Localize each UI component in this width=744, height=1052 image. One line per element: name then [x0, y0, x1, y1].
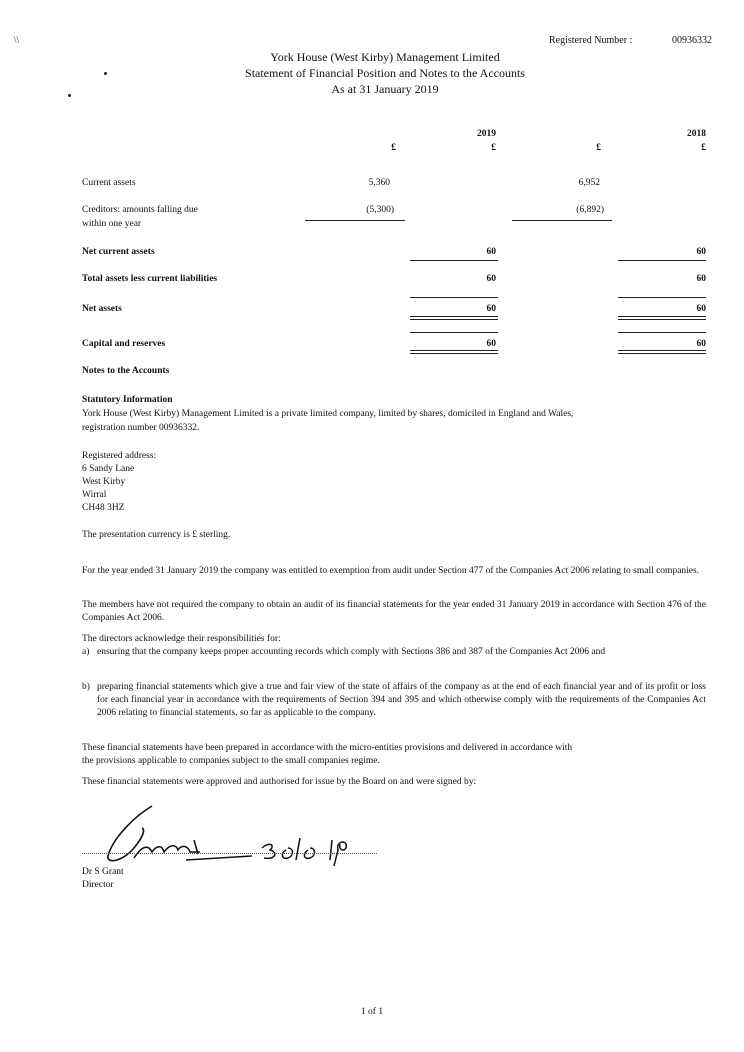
creditors-2019: (5,300) — [366, 205, 394, 215]
micro-entities-2: the provisions applicable to companies subject to the small companies regime. — [82, 756, 380, 766]
creditors-underline-2019 — [305, 220, 405, 221]
creditors-underline-2018 — [512, 220, 612, 221]
net-current-assets-label: Net current assets — [82, 247, 155, 257]
net-assets-label: Net assets — [82, 304, 122, 314]
currency-header-2018-left: £ — [596, 143, 601, 153]
net-current-underline-2019 — [410, 260, 498, 261]
current-assets-2019: 5,360 — [368, 178, 390, 188]
creditors-label-2: within one year — [82, 219, 142, 229]
capital-topline-2018 — [618, 332, 706, 333]
registered-number-label: Registered Number : — [549, 35, 633, 46]
item-a: ensuring that the company keeps proper accounting records which comply with Sections 386 and 387 of the Companies Act 2006 and — [97, 647, 606, 657]
signature-image — [82, 800, 382, 870]
signature-dotted-line — [82, 853, 377, 854]
statutory-text-1: York House (West Kirby) Management Limited is a private limited company, limited by shares, domiciled in England and Wales, — [82, 409, 574, 419]
total-assets-underline-2019 — [410, 297, 498, 298]
currency-header-2019-left: £ — [391, 143, 396, 153]
notes-title: Notes to the Accounts — [82, 366, 170, 376]
total-assets-underline-2018 — [618, 297, 706, 298]
capital-reserves-label: Capital and reserves — [82, 339, 166, 349]
address-line: Wirral — [82, 490, 107, 500]
scan-mark: \\ — [14, 35, 20, 45]
approval-note: These financial statements were approved and authorised for issue by the Board on and were signed by: — [82, 777, 477, 787]
current-assets-2018: 6,952 — [578, 178, 600, 188]
capital-double-underline-2018 — [618, 350, 706, 354]
members-note: The members have not required the company to obtain an audit of its financial statements for the year ended 31 January 2019 in accordance with Section 476 of the Companies Act 2006. — [82, 600, 706, 623]
company-name: York House (West Kirby) Management Limited — [270, 50, 500, 64]
item-b: preparing financial statements which give a true and fair view of the state of affairs of the company as at the end of each financial year and of its profit or loss for each financial year in accordance with the requirements of Section 394 and 395 and which otherwise comply with the requirements of the Companies Act 2006 relating to financial statements, so far as applicable to the company. — [97, 682, 706, 718]
signatory-title: Director — [82, 880, 114, 890]
currency-header-2018: £ — [701, 143, 706, 153]
statutory-title: Statutory Information — [82, 395, 173, 405]
net-assets-double-underline-2018 — [618, 316, 706, 320]
net-current-assets-2018: 60 — [696, 247, 706, 257]
statement-title: Statement of Financial Position and Notes to the Accounts — [245, 66, 525, 80]
page-number: 1 of 1 — [360, 1007, 384, 1017]
net-assets-double-underline-2019 — [410, 316, 498, 320]
micro-entities-1: These financial statements have been prepared in accordance with the micro-entities provisions and delivered in accordance with — [82, 743, 573, 753]
directors-ack: The directors acknowledge their responsibilities for: — [82, 634, 281, 644]
statement-date: As at 31 January 2019 — [331, 82, 439, 96]
creditors-label-1: Creditors: amounts falling due — [82, 205, 198, 215]
address-line: West Kirby — [82, 477, 126, 487]
scan-speck — [104, 72, 107, 75]
year-2018-header: 2018 — [687, 129, 706, 139]
scan-speck — [68, 94, 71, 97]
capital-reserves-2019: 60 — [486, 339, 496, 349]
total-assets-2019: 60 — [486, 274, 496, 284]
item-a-marker: a) — [82, 647, 90, 657]
net-assets-2018: 60 — [696, 304, 706, 314]
address-line: CH48 3HZ — [82, 503, 125, 513]
creditors-2018: (6,892) — [576, 205, 604, 215]
registered-number-value: 00936332 — [672, 35, 712, 46]
current-assets-label: Current assets — [82, 178, 136, 188]
address-label: Registered address: — [82, 451, 157, 461]
currency-note: The presentation currency is £ sterling. — [82, 530, 231, 540]
year-2019-header: 2019 — [477, 129, 496, 139]
currency-header-2019: £ — [491, 143, 496, 153]
address-line: 6 Sandy Lane — [82, 464, 135, 474]
total-assets-label: Total assets less current liabilities — [82, 274, 218, 284]
net-assets-2019: 60 — [486, 304, 496, 314]
net-current-underline-2018 — [618, 260, 706, 261]
total-assets-2018: 60 — [696, 274, 706, 284]
statutory-text-2: registration number 00936332. — [82, 423, 200, 433]
audit-exemption: For the year ended 31 January 2019 the company was entitled to exemption from audit under Section 477 of the Companies Act 2006 relating to small companies. — [82, 566, 700, 576]
capital-reserves-2018: 60 — [696, 339, 706, 349]
item-b-marker: b) — [82, 682, 90, 692]
capital-double-underline-2019 — [410, 350, 498, 354]
net-current-assets-2019: 60 — [486, 247, 496, 257]
capital-topline-2019 — [410, 332, 498, 333]
signatory-name: Dr S Grant — [82, 867, 124, 877]
